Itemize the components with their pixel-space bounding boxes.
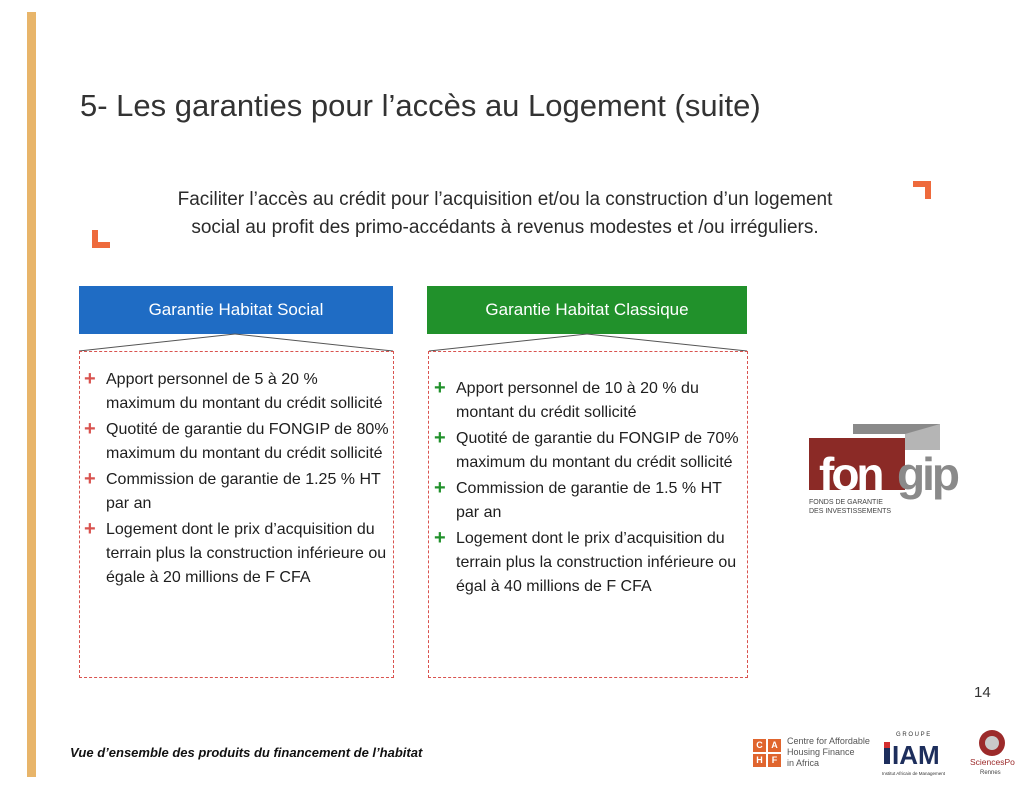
sciencespo-logo: [968, 727, 1016, 777]
list-item-text: Logement dont le prix d’acquisition du terrain plus la construction inférieure ou égal à 40 millions de F CFA: [456, 530, 737, 595]
list-item: [434, 427, 742, 475]
list-item-text: Apport personnel de 5 à 20 % maximum du montant du crédit sollicité: [106, 371, 383, 412]
list-item-text: Logement dont le prix d’acquisition du terrain plus la construction inférieure ou égale à 20 millions de F CFA: [106, 521, 387, 586]
sciencespo-name: SciencesPo: [970, 757, 1015, 767]
iam-groupe-text: G R O U P E: [896, 732, 931, 738]
plus-icon: +: [84, 518, 96, 540]
left-accent-bar: [27, 12, 36, 777]
iam-name: IAM: [892, 740, 940, 770]
fongip-word-part-1: fon: [819, 448, 882, 500]
page-number: 14: [974, 684, 991, 701]
corner-bracket-bottom-left: [92, 230, 110, 248]
list-item: [434, 377, 742, 425]
plus-icon: +: [84, 418, 96, 440]
list-item: [84, 368, 389, 416]
list-item: [84, 518, 389, 590]
cahf-text: Centre for Affordable Housing Finance in Africa: [787, 736, 870, 768]
plus-icon: +: [434, 527, 446, 549]
subtitle: [100, 186, 910, 242]
cahf-letter: H: [753, 754, 766, 767]
footer-note: Vue d’ensemble des produits du financement de l’habitat: [70, 745, 423, 760]
plus-icon: +: [434, 427, 446, 449]
connector-classique: [427, 334, 747, 352]
cahf-letter: F: [768, 754, 781, 767]
list-item-text: Commission de garantie de 1.25 % HT par an: [106, 471, 381, 512]
cahf-letter-grid: [753, 739, 781, 767]
list-item: [434, 527, 742, 599]
list-item: [434, 477, 742, 525]
list-classique: [434, 377, 742, 601]
plus-icon: +: [84, 468, 96, 490]
fongip-tagline-1: FONDS DE GARANTIE: [809, 499, 883, 506]
connector-social: [77, 334, 397, 352]
iam-subtitle: Institut Africain de Management: [882, 771, 946, 776]
list-item-text: Commission de garantie de 1.5 % HT par an: [456, 480, 722, 521]
list-item-text: Apport personnel de 10 à 20 % du montant du crédit sollicité: [456, 380, 699, 421]
list-item: [84, 468, 389, 516]
sciencespo-city: Rennes: [980, 770, 1001, 776]
fongip-word-part-2: gip: [897, 448, 957, 500]
page-title: 5- Les garanties pour l’accès au Logement (suite): [80, 88, 761, 123]
cahf-letter: C: [753, 739, 766, 752]
header-garantie-habitat-classique: Garantie Habitat Classique: [427, 286, 747, 334]
subtitle-line-1: Faciliter l’accès au crédit pour l’acquisition et/ou la construction d’un logement: [177, 189, 833, 210]
list-item: [84, 418, 389, 466]
header-garantie-habitat-social: Garantie Habitat Social: [79, 286, 393, 334]
iam-logo: [880, 728, 964, 780]
list-social: [84, 368, 389, 592]
list-item-text: Quotité de garantie du FONGIP de 80% maximum du montant du crédit sollicité: [106, 421, 389, 462]
cahf-letter: A: [768, 739, 781, 752]
fongip-tagline-2: DES INVESTISSEMENTS: [809, 508, 892, 515]
fongip-logo: [805, 420, 975, 520]
plus-icon: +: [434, 477, 446, 499]
corner-bracket-top-right: [913, 181, 931, 199]
subtitle-line-2: social au profit des primo-accédants à revenus modestes et /ou irréguliers.: [191, 217, 819, 238]
plus-icon: +: [434, 377, 446, 399]
cahf-logo: [753, 736, 882, 769]
plus-icon: +: [84, 368, 96, 390]
list-item-text: Quotité de garantie du FONGIP de 70% maximum du montant du crédit sollicité: [456, 430, 739, 471]
